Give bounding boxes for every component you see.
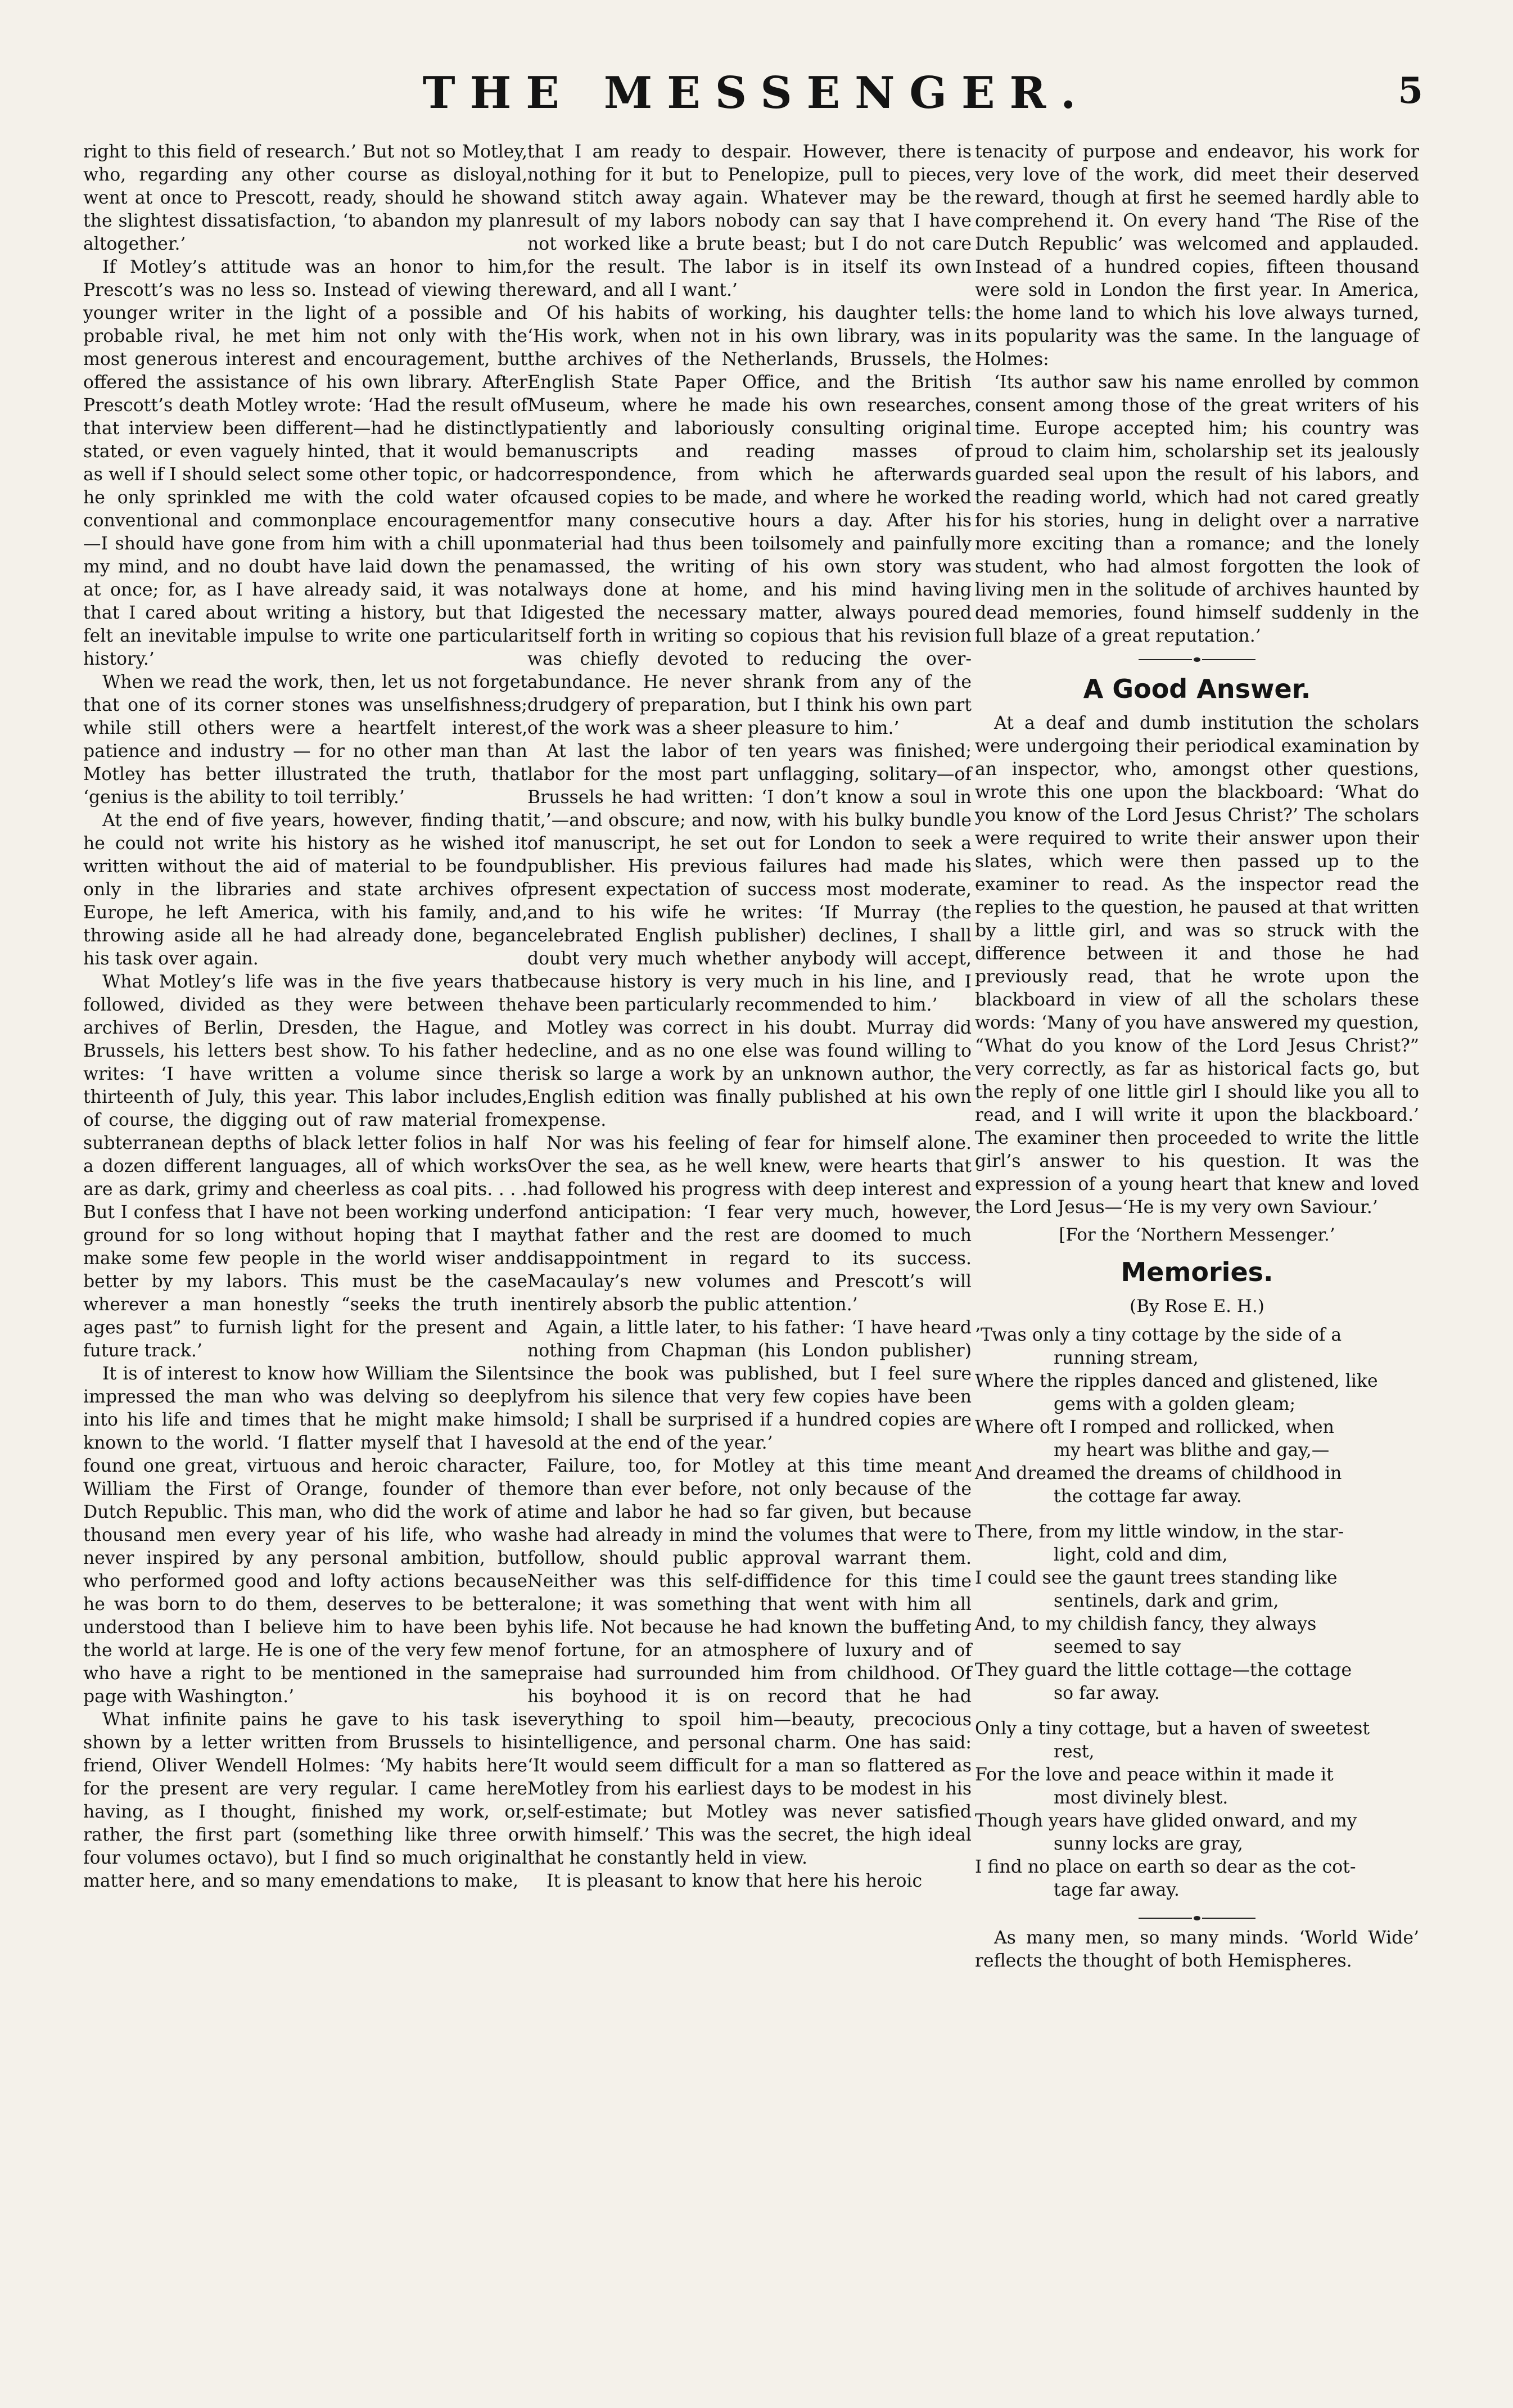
paragraph: It is of interest to know how William the Silent impressed the man who was delving so deeply into his life and times that he might make him known to the world. ‘I flatter myself that I have found one great, virtuous and heroic character, William the First of Orange, founder of the Dutch Republic. This man, who did the work of a thousand men every year of his life, who was never inspired by any personal ambition, but who performed good and lofty actions because he was born to do them, deserves to be better understood than I believe him to have been by the world at large. He is one of the very few men who have a right to be mentioned in the same page with Washington.’ xyxy=(83,1364,527,1707)
poem-stanza xyxy=(975,1717,1419,1902)
paragraph: At last the labor of ten years was finished; labor for the most part unflagging, solitary—of Brussels he had written: ‘I don’t know a soul in it,’—and obscure; and now, with his bulky bundle of manuscript, he set out for London to seek a publisher. His previous failures had made his present expectation of success most moderate, and to his wife he writes: ‘If Murray (the celebrated English publisher) declines, I shall doubt very much whether anybody will accept, because history is very much in his line, and I have been particularly recommended to him.’ xyxy=(527,741,972,1015)
poem-stanza xyxy=(975,1521,1419,1705)
poem-line: sentinels, dark and grim, xyxy=(1054,1591,1279,1611)
poem-line: most divinely blest. xyxy=(1054,1788,1229,1808)
paragraph: tenacity of purpose and endeavor, his work for very love of the work, did meet their deserved reward, though at first he seemed hardly able to comprehend it. On every hand ‘The Rise of the Dutch Republic’ was welcomed and applauded. Instead of a hundred copies, fifteen thousand were sold in London the first year. In America, the home land to which his love always turned, its popularity was the same. In the language of Holmes: xyxy=(975,142,1419,369)
poem-line: For the love and peace within it made it xyxy=(975,1765,1334,1785)
page-number: 5 xyxy=(1398,70,1423,112)
poem-line: Where oft I romped and rollicked, when xyxy=(975,1417,1334,1437)
masthead xyxy=(79,67,1434,135)
section-divider xyxy=(975,1914,1419,1922)
publication-title: THE MESSENGER. xyxy=(422,67,1091,119)
poem-title-memories: Memories. xyxy=(1121,1257,1273,1287)
poem-line: I could see the gaunt trees standing like xyxy=(975,1568,1338,1588)
paragraph: Failure, too, for Motley at this time meant more than ever before, not only because of the time and labor he had so far given, but because he had already in mind the volumes that were to follow, should public approval warrant them. Neither was this self-diffidence for this time alone; it was something that went with him all his life. Not because he had known the buffeting of fortune, for an atmosphere of luxury and of praise had surrounded him from childhood. Of his boyhood it is on record that he had everything to spoil him—beauty, precocious intelligence, and personal charm. One has said: ‘It would seem difficult for a man so flattered as Motley from his earliest days to be modest in his self-estimate; but Motley was never satisfied with himself.’ This was the secret, the high ideal that he constantly held in view. xyxy=(527,1456,972,1868)
paragraph: Of his habits of working, his daughter tells: ‘His work, when not in his own library, was in the archives of the Netherlands, Brussels, the English State Paper Office, and the British Museum, where he made his own researches, patiently and laboriously consulting original manuscripts and reading masses of correspondence, from which he afterwards caused copies to be made, and where he worked for many consecutive hours a day. After his material had thus been toilsomely and painfully amassed, the writing of his own story was always done at home, and his mind having digested the necessary matter, always poured itself forth in writing so copious that his revision was chiefly devoted to reducing the over-abundance. He never shrank from any of the drudgery of preparation, but I think his own part of the work was a sheer pleasure to him.’ xyxy=(527,303,972,738)
poem-line: There, from my little window, in the star- xyxy=(975,1522,1344,1542)
poem-line: seemed to say xyxy=(1054,1637,1181,1657)
poem-line: Where the ripples danced and glistened, like xyxy=(975,1371,1378,1391)
poem-line: running stream, xyxy=(1054,1348,1199,1368)
paragraph: right to this field of research.’ But not so Motley, who, regarding any other course as disloyal, went at once to Prescott, ready, should he show the slightest dissatisfaction, ‘to abandon my plan altogether.’ xyxy=(83,142,527,254)
poem-line: so far away. xyxy=(1054,1683,1160,1703)
paragraph: Motley was correct in his doubt. Murray did decline, and as no one else was found willing to risk so large a work by an unknown author, the English edition was finally published at his own expense. xyxy=(527,1018,972,1130)
poem-line: rest, xyxy=(1054,1742,1095,1762)
poem-line: gems with a golden gleam; xyxy=(1054,1394,1296,1414)
poem-line: Though years have glided onward, and my xyxy=(975,1811,1357,1831)
poem-line: Only a tiny cottage, but a haven of sweetest xyxy=(975,1719,1370,1739)
paragraph: It is pleasant to know that here his heroic xyxy=(547,1871,923,1891)
paragraph: At the end of five years, however, finding that he could not write his history as he wished it written without the aid of material to be found only in the libraries and state archives of Europe, he left America, with his family, and, throwing aside all he had already done, began his task over again. xyxy=(83,810,527,969)
poem-line: sunny locks are gray, xyxy=(1054,1834,1243,1854)
paragraph: that I am ready to despair. However, there is nothing for it but to Penelopize, pull to pieces, and stitch away again. Whatever may be the result of my labors nobody can say that I have not worked like a brute beast; but I do not care for the result. The labor is in itself its own reward, and all I want.’ xyxy=(527,142,972,300)
poem-line: my heart was blithe and gay,— xyxy=(1054,1440,1330,1460)
poem-line: tage far away. xyxy=(1054,1880,1180,1900)
section-divider xyxy=(975,656,1419,664)
paragraph: What Motley’s life was in the five years that followed, divided as they were between the archives of Berlin, Dresden, the Hague, and Brussels, his letters best show. To his father he writes: ‘I have written a volume since the thirteenth of July, this year. This labor includes, of course, the digging out of raw material from subterranean depths of black letter folios in half a dozen different languages, all of which works are as dark, grimy and cheerless as coal pits. . . . But I confess that I have not been working under ground for so long without hoping that I may make some few people in the world wiser and better by my labors. This must be the case wherever a man honestly “seeks the truth in ages past” to furnish light for the present and future track.’ xyxy=(83,972,527,1361)
paragraph: What infinite pains he gave to his task is shown by a letter written from Brussels to his friend, Oliver Wendell Holmes: ‘My habits here for the present are very regular. I came here having, as I thought, finished my work, or, rather, the first part (something like three or four volumes octavo), but I find so much original matter here, and so many emendations to make, xyxy=(83,1710,527,1891)
paragraph: ‘Its author saw his name enrolled by common consent among those of the great writers of his time. Europe accepted him; his country was proud to claim him, scholarship set its jealously guarded seal upon the result of his labors, and the reading world, which had not cared greatly for his stories, hung in delight over a narrative more exciting than a romance; and the lonely student, who had almost forgotten the look of living men in the solitude of archives haunted by dead memories, found himself suddenly in the full blaze of a great reputation.’ xyxy=(975,372,1419,646)
poem-line: And dreamed the dreams of childhood in xyxy=(975,1463,1342,1483)
column-2 xyxy=(527,141,972,1893)
paragraph: Again, a little later, to his father: ‘I have heard nothing from Chapman (his London publisher) since the book was published, but I feel sure from his silence that very few copies have been sold; I shall be surprised if a hundred copies are sold at the end of the year.’ xyxy=(527,1318,972,1453)
poem-line: And, to my childish fancy, they always xyxy=(975,1614,1317,1634)
poem-line: the cottage far away. xyxy=(1054,1486,1242,1507)
column-3 xyxy=(975,141,1419,1973)
paragraph: When we read the work, then, let us not forget that one of its corner stones was unselfishness; while still others were a heartfelt interest, patience and industry — for no other man than Motley has better illustrated the truth, that ‘genius is the ability to toil terribly.’ xyxy=(83,672,527,808)
poem-line: ’Twas only a tiny cottage by the side of a xyxy=(975,1325,1342,1345)
paragraph: Nor was his feeling of fear for himself alone. Over the sea, as he well knew, were hearts that had followed his progress with deep interest and fond anticipation: ‘I fear very much, however, that father and the rest are doomed to much disappointment in regard to its success. Macaulay’s new volumes and Prescott’s will entirely absorb the public attention.’ xyxy=(527,1133,972,1315)
closing-note: As many men, so many minds. ‘World Wide’ reflects the thought of both Hemispheres. xyxy=(975,1928,1419,1971)
column-1 xyxy=(83,141,527,1893)
article-title-good-answer: A Good Answer. xyxy=(1083,674,1311,704)
paragraph: If Motley’s attitude was an honor to him, Prescott’s was no less so. Instead of viewing the younger writer in the light of a possible and probable rival, he met him not only with the most generous interest and encouragement, but offered the assistance of his own library. After Prescott’s death Motley wrote: ‘Had the result of that interview been different—had he distinctly stated, or even vaguely hinted, that it would be as well if I should select some other topic, or had he only sprinkled me with the cold water of conventional and commonplace encouragement—I should have gone from him with a chill upon my mind, and no doubt have laid down the pen at once; for, as I have already said, it was not that I cared about writing a history, but that I felt an inevitable impulse to write one particular history.’ xyxy=(83,257,527,669)
poem-credit: [For the ‘Northern Messenger.’ xyxy=(1059,1225,1335,1245)
poem-line: light, cold and dim, xyxy=(1054,1545,1228,1565)
paragraph: At a deaf and dumb institution the scholars were undergoing their periodical examination by an inspector, who, amongst other questions, wrote this one upon the blackboard: ‘What do you know of the Lord Jesus Christ?’ The scholars were required to write their answer upon their slates, which were then passed up to the examiner to read. As the inspector read the replies to the question, he paused at that written by a little girl, and was so struck with the difference between it and those he had previously read, that he wrote upon the blackboard in view of all the scholars these words: ‘Many of you have answered my question, “What do you know of the Lord Jesus Christ?” very correctly, as far as historical facts go, but the reply of one little girl I should like you all to read, and I will write it upon the blackboard.’ The examiner then proceeded to write the little girl’s answer to his question. It was the expression of a young heart that knew and loved the Lord Jesus—‘He is my very own Saviour.’ xyxy=(975,713,1419,1217)
poem-line: They guard the little cottage—the cottage xyxy=(975,1660,1352,1680)
poem-line: I find no place on earth so dear as the cot- xyxy=(975,1857,1356,1877)
poem-byline: (By Rose E. H.) xyxy=(1130,1296,1264,1316)
poem-stanza xyxy=(975,1324,1419,1508)
